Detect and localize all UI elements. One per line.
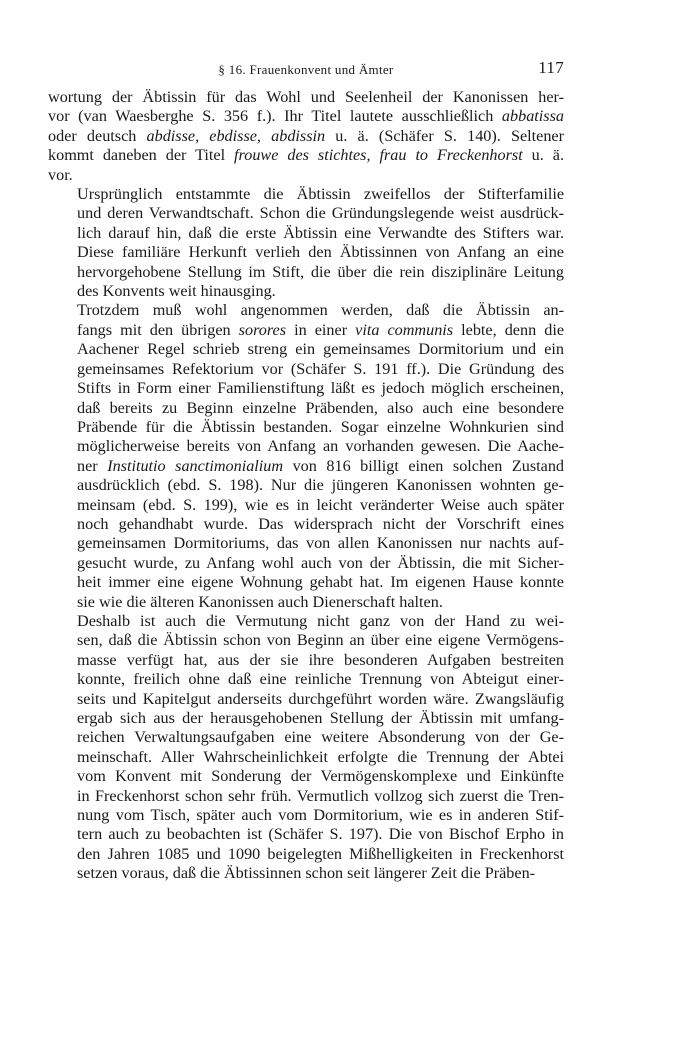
text-run: sen, daß die Äbtissin schon von Beginn an über eine eigene Vermögens- xyxy=(77,631,564,650)
text-line xyxy=(48,651,564,670)
text-run: lich darauf hin, daß die erste Äbtissin eine Verwandte des Stifters war. xyxy=(77,223,564,242)
italic-term: abbatissa xyxy=(501,107,564,126)
text-run: masse verfügt hat, aus der sie ihre besonderen Aufgaben bestreiten xyxy=(77,650,564,669)
text-line xyxy=(48,282,564,301)
text-run: Diese familiäre Herkunft verlieh den Äbtissinnen von Anfang an eine xyxy=(77,243,564,262)
text-line xyxy=(48,321,564,340)
text-run: ner xyxy=(77,456,108,475)
text-run: Präbende für die Äbtissin bestanden. Sogar einzelne Wohnkurien sind xyxy=(77,417,564,436)
text-run: meinsam (ebd. S. 199), wie es in leicht veränderter Weise auch später xyxy=(77,495,564,514)
paragraph xyxy=(48,185,564,301)
text-line xyxy=(48,360,564,379)
text-line xyxy=(48,612,564,631)
text-run: setzen voraus, daß die Äbtissinnen schon seit längerer Zeit die Präben- xyxy=(77,864,536,883)
text-line xyxy=(48,146,564,165)
text-line xyxy=(48,825,564,844)
italic-term: Institutio sanctimonialium xyxy=(107,456,284,475)
text-line xyxy=(48,88,564,107)
paragraph xyxy=(48,612,564,884)
text-line xyxy=(48,340,564,359)
text-line xyxy=(48,787,564,806)
text-run: ergab sich aus der herausgehobenen Stellung der Äbtissin mit umfang- xyxy=(77,709,564,727)
italic-term: sorores xyxy=(238,320,287,339)
text-line xyxy=(48,243,564,262)
text-line xyxy=(48,748,564,767)
text-line xyxy=(48,690,564,709)
text-line xyxy=(48,457,564,476)
text-run: oder deutsch xyxy=(48,126,147,145)
text-run: daß bereits zu Beginn einzelne Präbenden, also auch eine besondere xyxy=(77,398,564,417)
text-line xyxy=(48,204,564,223)
italic-term: frouwe des stichtes, frau to Freckenhorst xyxy=(234,146,523,165)
text-run: vor. xyxy=(48,165,73,184)
page-number: 117 xyxy=(538,58,564,77)
running-title: § 16. Frauenkonvent und Ämter xyxy=(218,62,394,77)
text-line xyxy=(48,534,564,553)
text-line xyxy=(48,127,564,146)
text-line xyxy=(48,185,564,204)
text-run: in Freckenhorst schon sehr früh. Vermutlich vollzog sich zuerst die Tren- xyxy=(77,786,564,805)
italic-term: vita communis xyxy=(355,320,454,339)
text-run: nung vom Tisch, später auch vom Dormitorium, wie es in anderen Stif- xyxy=(77,806,564,825)
text-run: gemeinsamen Dormitoriums, das von allen Kanonissen nur nachts auf- xyxy=(77,534,564,553)
text-line xyxy=(48,263,564,282)
text-line xyxy=(48,166,564,185)
text-line xyxy=(48,496,564,515)
text-run: gemeinsames Refektorium vor (Schäfer S. 191 ff.). Die Gründung des xyxy=(77,359,564,378)
italic-term: abdisse, ebdisse, abdissin xyxy=(146,126,326,145)
text-run: u. ä. (Schäfer S. 140). Seltener xyxy=(325,126,564,145)
text-line xyxy=(48,593,564,612)
text-run: Trotzdem muß wohl angenommen werden, daß die Äbtissin an- xyxy=(77,301,564,320)
text-run: hervorgehobene Stellung im Stift, die über die rein disziplinäre Leitung xyxy=(77,262,564,281)
text-run: möglicherweise bereits von Anfang an vorhanden gewesen. Die Aache- xyxy=(77,437,564,456)
text-run: und deren Verwandtschaft. Schon die Gründungslegende weist ausdrück- xyxy=(77,204,564,223)
text-run: noch gehandhabt wurde. Das widersprach nicht der Vorschrift eines xyxy=(77,514,564,533)
text-line xyxy=(48,864,564,883)
text-run: u. ä. xyxy=(522,146,564,165)
text-line xyxy=(48,515,564,534)
text-run: lebte, denn die xyxy=(453,320,564,339)
text-line xyxy=(48,767,564,786)
text-line xyxy=(48,670,564,689)
text-line xyxy=(48,554,564,573)
text-run: des Konvents weit hinausging. xyxy=(77,282,276,301)
text-line xyxy=(48,573,564,592)
text-run: vom Konvent mit Sonderung der Vermögenskomplexe und Einkünfte xyxy=(77,767,564,786)
text-line xyxy=(48,728,564,747)
text-line xyxy=(48,399,564,418)
paragraph xyxy=(48,301,564,612)
text-run: Ursprünglich entstammte die Äbtissin zweifellos der Stifterfamilie xyxy=(77,185,564,204)
text-line xyxy=(48,806,564,825)
text-run: reichen Verwaltungsaufgaben eine weitere Absonderung von der Ge- xyxy=(77,728,564,747)
text-run: Stifts in Form einer Familienstiftung läßt es jedoch möglich erscheinen, xyxy=(77,379,564,398)
text-run: konnte, freilich ohne daß eine reinliche Trennung von Abteigut einer- xyxy=(77,670,564,689)
text-run: Deshalb ist auch die Vermutung nicht ganz von der Hand zu wei- xyxy=(77,611,564,630)
text-run: heit immer eine eigene Wohnung gehabt hat. Im eigenen Hause konnte xyxy=(77,573,564,592)
text-run: in einer xyxy=(286,320,356,339)
text-line xyxy=(48,379,564,398)
text-line xyxy=(48,476,564,495)
text-run: sie wie die älteren Kanonissen auch Dienerschaft halten. xyxy=(77,592,443,611)
text-line xyxy=(48,224,564,243)
text-run: vor (van Waesberghe S. 356 f.). Ihr Titel lautete ausschließlich xyxy=(48,107,502,126)
text-line xyxy=(48,437,564,456)
text-run: seits und Kapitelgut anderseits durchgeführt worden wäre. Zwangsläufig xyxy=(77,689,564,708)
text-line xyxy=(48,845,564,864)
text-run: Aachener Regel schrieb streng ein gemeinsames Dormitorium und ein xyxy=(77,340,564,359)
running-head xyxy=(48,58,564,88)
text-run: ausdrücklich (ebd. S. 198). Nur die jüngeren Kanonissen wohnten ge- xyxy=(77,476,564,495)
book-page xyxy=(48,58,564,884)
text-run: von 816 billigt einen solchen Zustand xyxy=(283,456,564,475)
text-run: den Jahren 1085 und 1090 beigelegten Mißhelligkeiten in Freckenhorst xyxy=(77,844,564,863)
text-run: gesucht wurde, zu Anfang wohl auch von der Äbtissin, die mit Sicher- xyxy=(77,553,564,572)
body-text xyxy=(48,88,564,884)
paragraph xyxy=(48,88,564,185)
text-run: tern auch zu beobachten ist (Schäfer S. 197). Die von Bischof Erpho in xyxy=(77,825,564,844)
text-run: kommt daneben der Titel xyxy=(48,146,235,165)
text-run: fangs mit den übrigen xyxy=(77,320,239,339)
text-line xyxy=(48,631,564,650)
text-line xyxy=(48,418,564,437)
text-run: meinschaft. Aller Wahrscheinlichkeit erfolgte die Trennung der Abtei xyxy=(77,747,564,766)
text-line xyxy=(48,301,564,320)
text-line xyxy=(48,107,564,126)
text-line xyxy=(48,709,564,728)
text-run: wortung der Äbtissin für das Wohl und Seelenheil der Kanonissen her- xyxy=(48,88,564,106)
